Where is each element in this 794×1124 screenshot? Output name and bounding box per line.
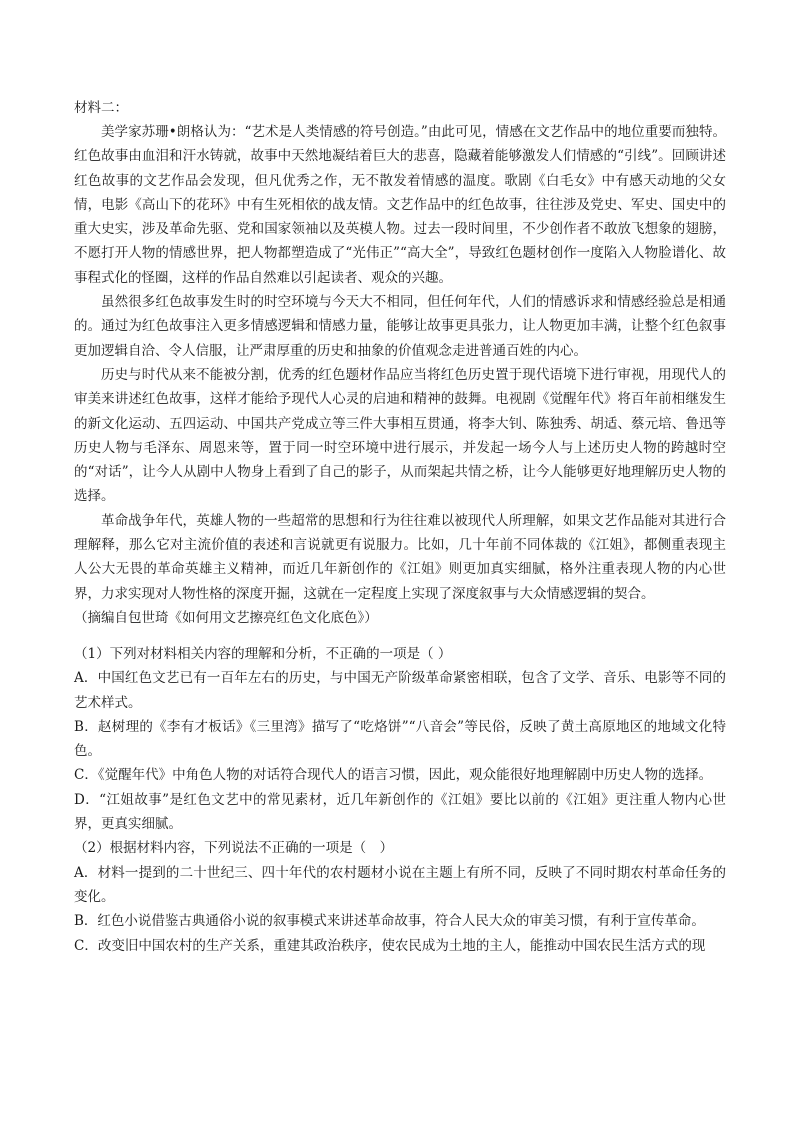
material-paragraph-4: 革命战争年代，英雄人物的一些超常的思想和行为往往难以被现代人所理解，如果文艺作品能对其进行合理解释，那么它对主流价值的表述和言说就更有说服力。比如，几十年前不同体裁的《江姐》，都侧重表现主人公大无畏的革命英雄主义精神，而近几年新创作的《江姐》则更加真实细腻，格外注重表现人物的内心世界，力求实现对人物性格的深度开掘，这就在一定程度上实现了深度叙事与大众情感逻辑的契合。 (74, 512, 726, 602)
question-stem: （2）根据材料内容，下列说法不正确的一项是（ ） (74, 840, 394, 857)
option-d: D．“江姐故事”是红色文艺中的常见素材，近几年新创作的《江姐》要比以前的《江姐》更注重人物内心世界，更真实细腻。 (74, 791, 726, 833)
material-paragraph-2: 虽然很多红色故事发生时的时空环境与今天大不相同，但任何年代，人们的情感诉求和情感经验总是相通的。通过为红色故事注入更多情感逻辑和情感力量，能够让故事更具张力，让人物更加丰满，让整个红色叙事更加逻辑自洽、令人信服，让严肃厚重的历史和抽象的价值观念走进普通百姓的内心。 (74, 294, 726, 359)
option-a: A．材料一提到的二十世纪三、四十年代的农村题材小说在主题上有所不同，反映了不同时期农村革命任务的变化。 (74, 864, 726, 905)
material-paragraph-3: 历史与时代从来不能被分割，优秀的红色题材作品应当将红色历史置于现代语境下进行审视，用现代人的审美来讲述红色故事，这样才能给予现代人心灵的启迪和精神的鼓舞。电视剧《觉醒年代》将百年前相继发生的新文化运动、五四运动、中国共产党成立等三件大事相互贯通，将李大钊、陈独秀、胡适、蔡元培、鲁迅等历史人物与毛泽东、周恩来等，置于同一时空环境中进行展示，并发起一场今人与上述历史人物的跨越时空的“对话”，让今人从剧中人物身上看到了自己的影子，从而架起共情之桥，让今人能够更好地理解历史人物的选择。 (74, 366, 726, 505)
material-source: （摘编自包世琦《如何用文艺擦亮红色文化底色》） (74, 609, 378, 626)
section-gap (74, 630, 726, 642)
question-2 (74, 836, 726, 957)
material-heading: 材料二： (74, 100, 128, 116)
option-b: B．红色小说借鉴古典通俗小说的叙事模式来讲述革命故事，符合人民大众的审美习惯，有利于宣传革命。 (74, 913, 705, 930)
option-a: A．中国红色文艺已有一百年左右的历史，与中国无产阶级革命紧密相联，包含了文学、音乐、电影等不同的艺术样式。 (74, 670, 726, 711)
question-stem: （1）下列对材料相关内容的理解和分析，不正确的一项是（ ） (74, 645, 452, 662)
option-c: C．《觉醒年代》中角色人物的对话符合现代人的语言习惯，因此，观众能很好地理解剧中历史人物的选择。 (74, 767, 713, 784)
document-page (74, 96, 726, 958)
material-paragraph-1: 美学家苏珊•朗格认为：“艺术是人类情感的符号创造。”由此可见，情感在文艺作品中的地位重要而独特。红色故事由血泪和汗水铸就，故事中天然地凝结着巨大的悲喜，隐藏着能够激发人们情感的“引线”。回顾讲述红色故事的文艺作品会发现，但凡优秀之作，无不散发着情感的温度。歌剧《白毛女》中有感天动地的父女情，电影《高山下的花环》中有生死相依的战友情。文艺作品中的红色故事，往往涉及党史、军史、国史中的重大史实，涉及革命先驱、党和国家领袖以及英模人物。过去一段时间里，不少创作者不敢放飞想象的翅膀，不愿打开人物的情感世界，把人物都塑造成了“光伟正”“高大全”，导致红色题材创作一度陷入人物脸谱化、故事程式化的怪圈，这样的作品自然难以引起读者、观众的兴趣。 (74, 124, 726, 286)
option-b: B．赵树理的《李有才板话》《三里湾》描写了“吃烙饼”“八音会”等民俗，反映了黄土高原地区的地域文化特色。 (74, 718, 726, 760)
option-c: C．改变旧中国农村的生产关系，重建其政治秩序，使农民成为土地的主人，能推动中国农民生活方式的现 (74, 937, 706, 954)
question-1 (74, 642, 726, 836)
